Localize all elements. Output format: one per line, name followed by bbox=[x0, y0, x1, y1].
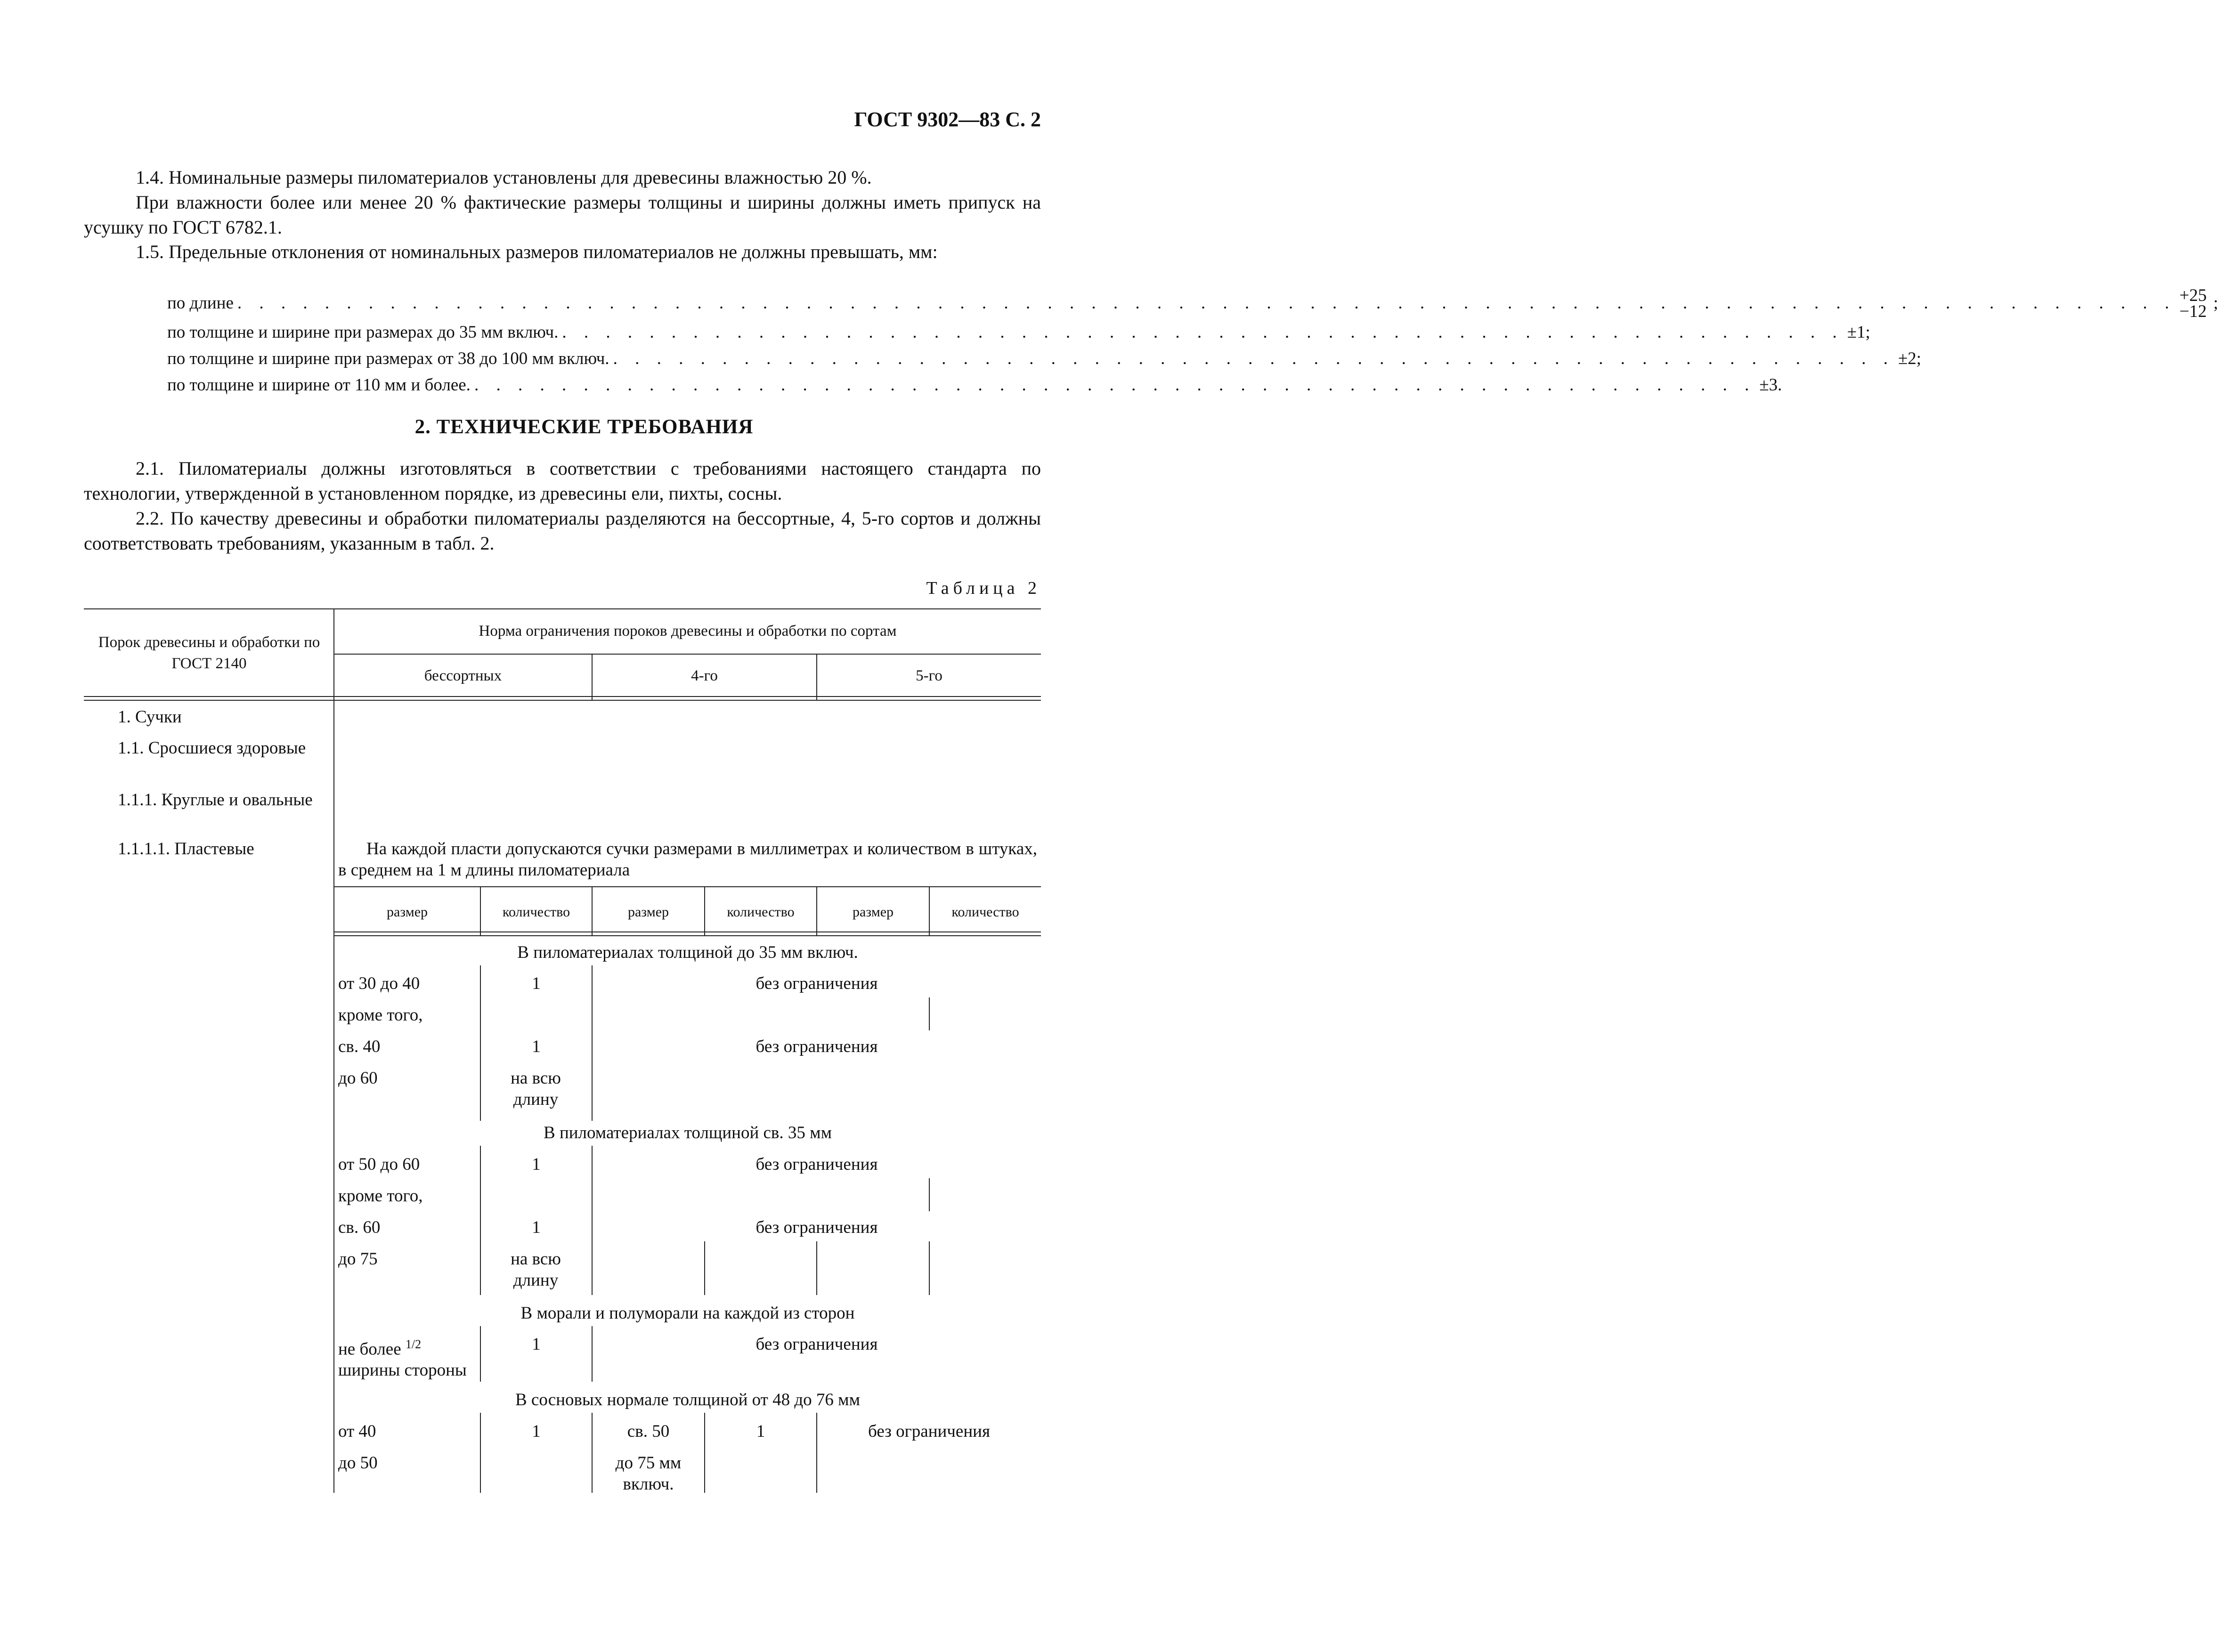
knot-size: от 30 до 40 bbox=[338, 974, 420, 993]
knot-qty: 1 bbox=[532, 974, 541, 993]
knot-size: св. 40 bbox=[338, 1037, 381, 1056]
subheader-size: размер bbox=[386, 904, 428, 920]
tolerance-label: по толщине и ширине при размерах от 38 до 100 мм включ. bbox=[167, 349, 609, 368]
table-rule bbox=[333, 654, 1041, 655]
knot-qty: 1 bbox=[532, 1422, 541, 1441]
paragraph-1-4-allowance: При влажности более или менее 20 % фактические размеры толщины и ширины должны иметь припуск на усушку по ГОСТ 6782.1. bbox=[84, 192, 1041, 238]
table-rule bbox=[333, 886, 1041, 887]
dot-leader: . . . . . . . . . . . . . . . . . . . . . . . . . . . . . . . . . . . . . . . . . . . . . . . . . . . . . . . . . . . . . . . . . . . . . . . . . . . . . . . . . . . . . . . . . bbox=[237, 293, 2176, 313]
paragraph-2-1: 2.1. Пиломатериалы должны изготовляться в соответствии с требованиями настоящего стандарта по технологии, утвержденной в установленном порядке, из древесины ели, пихты, сосны. bbox=[84, 458, 1041, 504]
subheader-size: размер bbox=[627, 904, 669, 920]
tolerance-value: ±3. bbox=[1759, 375, 1782, 395]
tolerance-label: по толщине и ширине от 110 мм и более. bbox=[167, 375, 471, 395]
page-header: ГОСТ 9302—83 С. 2 bbox=[854, 108, 1041, 131]
paragraph-2-2: 2.2. По качеству древесины и обработки пиломатериалы разделяются на бессортные, 4, 5-го сортов и должны соответствовать требованиям, указанным в табл. 2. bbox=[84, 508, 1041, 554]
tolerance-plus: +25 bbox=[2179, 286, 2207, 305]
col-norm-header: Норма ограничения пороков древесины и обработки по сортам bbox=[479, 623, 897, 640]
knot-qty: на всю длину bbox=[511, 1069, 561, 1109]
no-limit: без ограничения bbox=[756, 1335, 878, 1354]
group-title: В морали и полуморали на каждой из сторон bbox=[520, 1304, 855, 1323]
knot-size: кроме того, bbox=[338, 1005, 423, 1025]
knot-size-text: не более bbox=[338, 1339, 406, 1359]
table-subheader-rule bbox=[333, 935, 1041, 936]
table-subheader-rule bbox=[333, 931, 1041, 932]
no-limit: без ограничения bbox=[756, 974, 878, 993]
subheader-qty: количество bbox=[727, 904, 795, 920]
defect-item-round: 1.1.1. Круглые и овальные bbox=[118, 790, 313, 810]
tolerance-label: по толщине и ширине при размерах до 35 мм включ. bbox=[167, 323, 559, 342]
paragraph-1-5: 1.5. Предельные отклонения от номинальных размеров пиломатериалов не должны превышать, мм: bbox=[136, 241, 938, 262]
dot-leader: . . . . . . . . . . . . . . . . . . . . . . . . . . . . . . . . . . . . . . . . . . . . . . . . . . . . . . . . . . . bbox=[613, 349, 1894, 368]
paragraph-1-4-line: 1.4. Номинальные размеры пиломатериалов установлены для древесины влажностью 20 %. bbox=[136, 167, 872, 188]
subheader-qty: количество bbox=[502, 904, 570, 920]
defect-item-intergrown: 1.1. Сросшиеся здоровые bbox=[118, 738, 306, 758]
col-grade-nograde: бессортных bbox=[424, 667, 502, 684]
table-col-rule bbox=[929, 997, 930, 1030]
table-col-rule bbox=[929, 1241, 930, 1295]
knot-size: до 60 bbox=[338, 1069, 378, 1088]
knot-size-grade4: до 75 мм включ. bbox=[615, 1453, 682, 1494]
tolerance-suffix: ; bbox=[2213, 293, 2218, 313]
half-fraction: 1/2 bbox=[405, 1337, 422, 1351]
knot-qty: 1 bbox=[532, 1218, 541, 1237]
table-col-rule bbox=[704, 1241, 705, 1295]
knot-size: до 75 bbox=[338, 1249, 378, 1269]
subheader-qty: количество bbox=[951, 904, 1019, 920]
col-grade-5: 5-го bbox=[916, 667, 942, 684]
group-title: В пиломатериалах толщиной св. 35 мм bbox=[544, 1123, 832, 1142]
dot-leader: . . . . . . . . . . . . . . . . . . . . . . . . . . . . . . . . . . . . . . . . . . . . . . . . . . . . . . . . . . . bbox=[562, 323, 1844, 342]
table-header-rule bbox=[84, 700, 1041, 701]
knot-size-half-width bbox=[338, 1334, 479, 1381]
knot-qty: 1 bbox=[532, 1037, 541, 1056]
table-top-rule bbox=[84, 608, 1041, 609]
table-col-rule bbox=[816, 1241, 817, 1295]
defect-item-face: 1.1.1.1. Пластевые bbox=[118, 839, 254, 858]
knot-size: от 40 bbox=[338, 1422, 376, 1441]
section-title: 2. ТЕХНИЧЕСКИЕ ТРЕБОВАНИЯ bbox=[414, 416, 754, 438]
table-col-rule bbox=[333, 608, 334, 1493]
knot-qty-grade4: 1 bbox=[756, 1422, 765, 1441]
no-limit: без ограничения bbox=[756, 1218, 878, 1237]
no-limit: без ограничения bbox=[868, 1422, 990, 1441]
table-header-rule bbox=[84, 696, 1041, 697]
tolerance-value: ±2; bbox=[1898, 349, 1921, 368]
knot-size-text: ширины стороны bbox=[338, 1360, 467, 1380]
defect-item-knots: 1. Сучки bbox=[118, 707, 182, 727]
table-col-rule bbox=[929, 1178, 930, 1211]
knot-size-grade4: св. 50 bbox=[627, 1422, 670, 1441]
group-title: В сосновых нормале толщиной от 48 до 76 мм bbox=[515, 1390, 860, 1409]
no-limit: без ограничения bbox=[756, 1155, 878, 1174]
knots-note: На каждой пласти допускаются сучки размерами в миллиметрах и количеством в штуках, в среднем на 1 м длины пиломатериала bbox=[338, 839, 1037, 880]
col-defect-header: Порок древесины и обработки по ГОСТ 2140 bbox=[98, 634, 320, 672]
knot-size: от 50 до 60 bbox=[338, 1155, 420, 1174]
group-title: В пиломатериалах толщиной до 35 мм включ. bbox=[517, 943, 858, 962]
knot-qty: 1 bbox=[532, 1335, 541, 1354]
tolerance-minus: −12 bbox=[2179, 302, 2207, 321]
no-limit: без ограничения bbox=[756, 1037, 878, 1056]
col-grade-4: 4-го bbox=[691, 667, 718, 684]
dot-leader: . . . . . . . . . . . . . . . . . . . . . . . . . . . . . . . . . . . . . . . . . . . . . . . . . . . . . . . . . . . bbox=[474, 375, 1756, 395]
knot-size: до 50 bbox=[338, 1453, 378, 1473]
tolerance-value: ±1; bbox=[1847, 323, 1870, 342]
knot-qty: на всю длину bbox=[511, 1249, 561, 1290]
table-caption: Таблица 2 bbox=[926, 578, 1041, 598]
subheader-size: размер bbox=[852, 904, 894, 920]
tolerance-label: по длине bbox=[167, 293, 234, 313]
knot-size: св. 60 bbox=[338, 1218, 381, 1237]
knot-qty: 1 bbox=[532, 1155, 541, 1174]
knot-size: кроме того, bbox=[338, 1186, 423, 1206]
